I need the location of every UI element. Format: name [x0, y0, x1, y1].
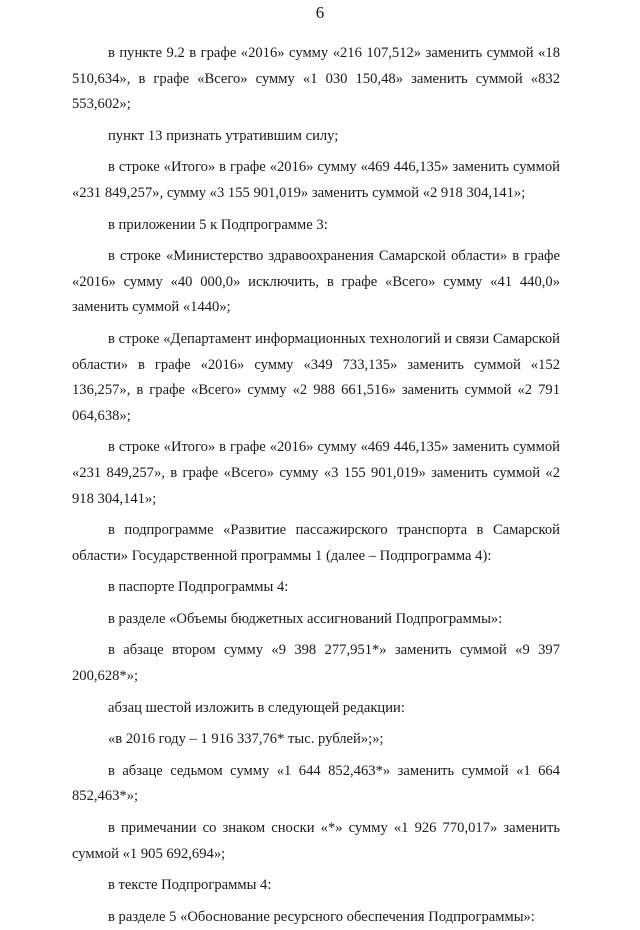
paragraph-11: в абзаце втором сумму «9 398 277,951*» заменить суммой «9 397 200,628*»;: [72, 642, 560, 685]
paragraph-16: в тексте Подпрограммы 4:: [108, 877, 272, 894]
paragraph-6: в строке «Департамент информационных технологий и связи Самарской области» в графе «2016» сумму «349 733,135» заменить суммой «152 136,257», в графе «Всего» сумму «2 988 661,516» заменить суммой «2 791 064,638»;: [72, 330, 560, 424]
paragraph-8: в подпрограмме «Развитие пассажирского транспорта в Самарской области» Государственной программы 1 (далее – Подпрограмма 4):: [72, 522, 560, 564]
paragraph-15: в примечании со знаком сноски «*» сумму «1 926 770,017» заменить суммой «1 905 692,694»;: [72, 820, 560, 862]
paragraph-5: в строке «Министерство здравоохранения Самарской области» в графе «2016» сумму «40 000,0» исключить, в графе «Всего» сумму «41 440,0» заменить суммой «1440»;: [72, 248, 560, 316]
document-body: [72, 41, 560, 930]
paragraph-17: в разделе 5 «Обоснование ресурсного обеспечения Подпрограммы»:: [108, 908, 535, 925]
paragraph-2: пункт 13 признать утратившим силу;: [108, 127, 339, 144]
paragraph-12: абзац шестой изложить в следующей редакции:: [108, 699, 405, 716]
paragraph-3: в строке «Итого» в графе «2016» сумму «469 446,135» заменить суммой «231 849,257», сумму «3 155 901,019» заменить суммой «2 918 304,141»;: [72, 159, 560, 201]
paragraph-1: в пункте 9.2 в графе «2016» сумму «216 107,512» заменить суммой «18 510,634», в графе «Всего» сумму «1 030 150,48» заменить суммой «832 553,602»;: [72, 45, 560, 113]
page-number: 6: [315, 3, 325, 22]
paragraph-14: в абзаце седьмом сумму «1 644 852,463*» заменить суммой «1 664 852,463*»;: [72, 762, 560, 805]
paragraph-4: в приложении 5 к Подпрограмме 3:: [108, 216, 328, 233]
paragraph-9: в паспорте Подпрограммы 4:: [108, 579, 289, 596]
paragraph-13: «в 2016 году – 1 916 337,76* тыс. рублей»;»;: [108, 731, 384, 748]
paragraph-10: в разделе «Объемы бюджетных ассигнований Подпрограммы»:: [108, 610, 503, 627]
paragraph-7: в строке «Итого» в графе «2016» сумму «469 446,135» заменить суммой «231 849,257», в графе «Всего» сумму «3 155 901,019» заменить суммой «2 918 304,141»;: [72, 439, 560, 507]
